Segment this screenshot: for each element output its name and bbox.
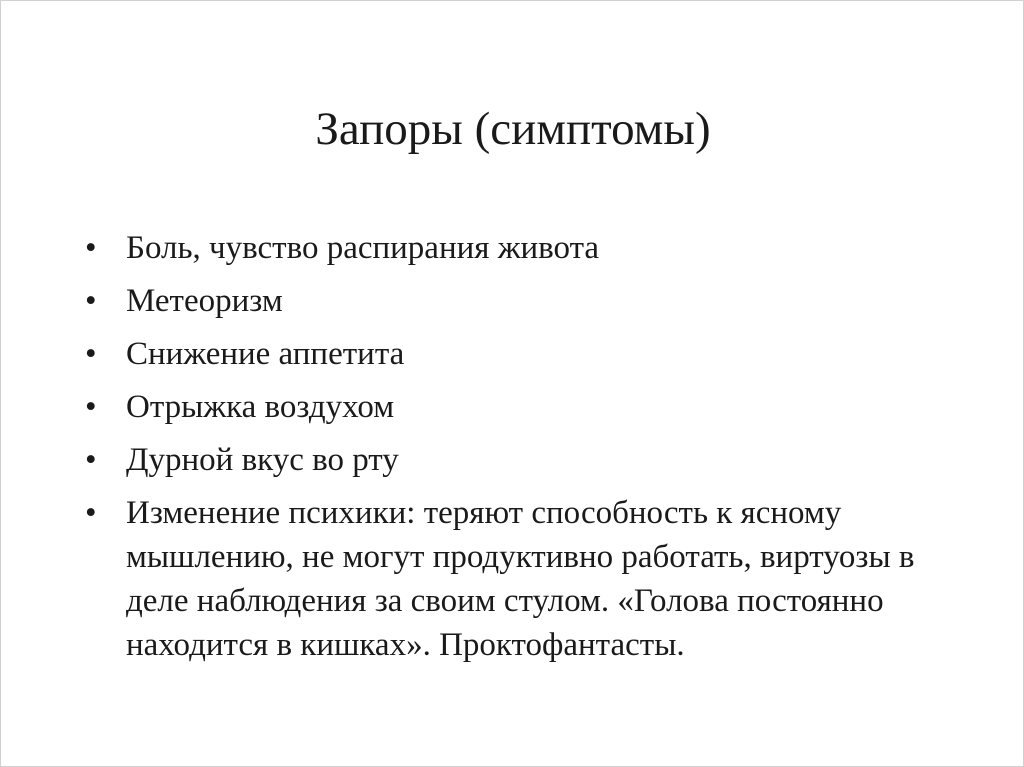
bullet-text: Метеоризм <box>126 283 283 319</box>
bullet-list <box>85 226 945 676</box>
bullet-icon: • <box>85 283 97 319</box>
bullet-text: Изменение психики: теряют способность к ясному мышлению, не могут продуктивно работать, виртуозы в деле наблюдения за своим стулом. «Голова постоянно находится в кишках». Проктофантасты. <box>126 495 915 663</box>
bullet-item-pain <box>85 226 945 270</box>
bullet-text: Боль, чувство распирания живота <box>126 230 600 266</box>
bullet-item-psyche <box>85 491 945 667</box>
bullet-text: Отрыжка воздухом <box>126 389 395 425</box>
bullet-icon: • <box>85 230 97 266</box>
bullet-item-belching <box>85 385 945 429</box>
bullet-item-appetite <box>85 332 945 376</box>
bullet-text: Дурной вкус во рту <box>126 442 399 478</box>
bullet-item-meteorism <box>85 279 945 323</box>
bullet-icon: • <box>85 495 97 531</box>
bullet-icon: • <box>85 336 97 372</box>
slide-title: Запоры (симптомы) <box>315 103 711 155</box>
bullet-icon: • <box>85 442 97 478</box>
bullet-text: Снижение аппетита <box>126 336 405 372</box>
bullet-icon: • <box>85 389 97 425</box>
bullet-item-taste <box>85 438 945 482</box>
